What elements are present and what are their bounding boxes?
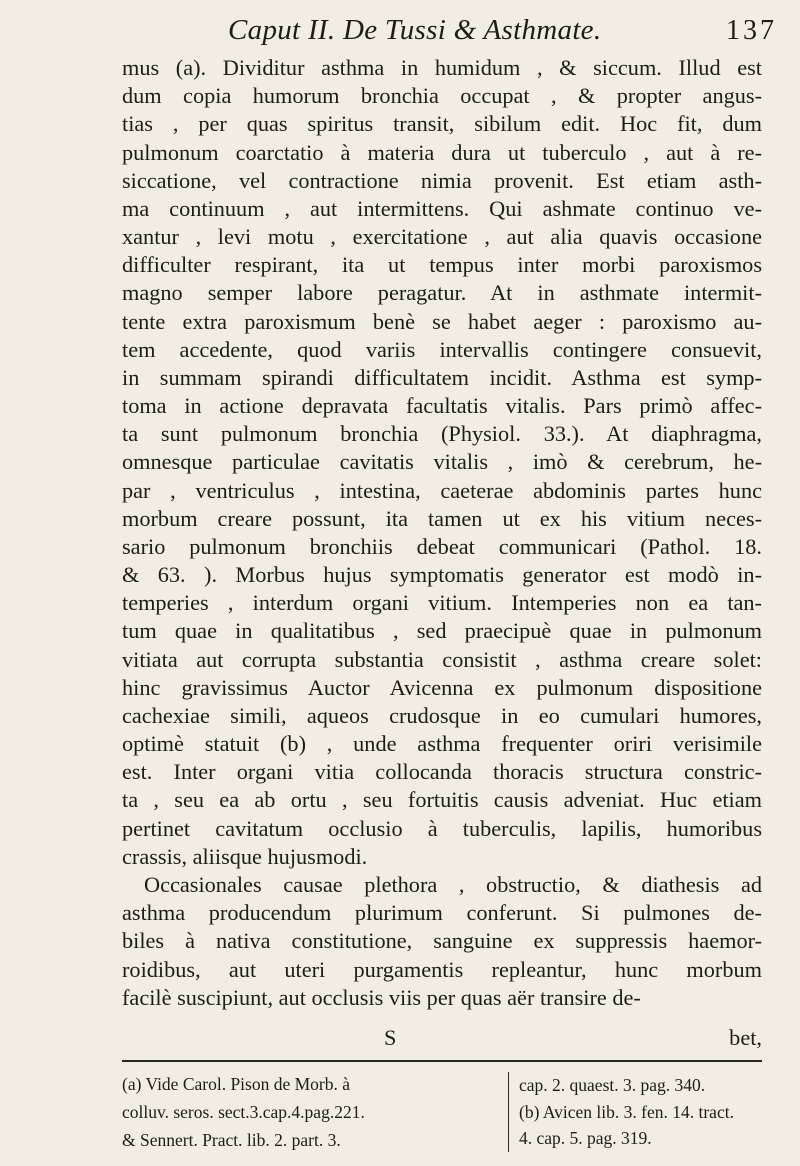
text-line: siccatione, vel contractione nimia provenit. Est etiam asth- [122, 167, 762, 193]
text-line: facilè suscipiunt, aut occlusis viis per quas aër transire de- [122, 984, 641, 1010]
text-line: Occasionales causae plethora , obstructio, & diathesis ad [144, 871, 762, 897]
text-line: pulmonum coarctatio à materia dura ut tuberculo , aut à re- [122, 139, 762, 165]
footnote-line: & Sennert. Pract. lib. 2. part. 3. [122, 1130, 341, 1150]
text-line: xantur , levi motu , exercitatione , aut alia quavis occasione [122, 224, 762, 250]
text-line: difficulter respirant, ita ut tempus inter morbi paroxismos [122, 252, 762, 278]
footnote-rule [122, 1060, 762, 1062]
signature-line [122, 1025, 762, 1053]
text-line: roidibus, aut uteri purgamentis repleantur, hunc morbum [122, 956, 762, 982]
text-line: ta , seu ea ab ortu , seu fortuitis causis adveniat. Huc etiam [122, 787, 762, 813]
text-line: pertinet cavitatum occlusio à tuberculis, lapilis, humoribus [122, 815, 762, 841]
text-line: biles à nativa constitutione, sanguine ex suppressis haemor- [122, 928, 762, 954]
text-line: asthma producendum plurimum conferunt. Si pulmones de- [122, 900, 762, 926]
text-line: mus (a). Dividitur asthma in humidum , & siccum. Illud est [122, 55, 762, 80]
text-line: tente extra paroxismum benè se habet aeger : paroxismo au- [122, 308, 762, 334]
running-title: Caput II. De Tussi & Asthmate. [228, 14, 602, 46]
footnote-line: 4. cap. 5. pag. 319. [519, 1128, 652, 1148]
text-line: vitiata aut corrupta substantia consistit , asthma creare solet: [122, 646, 762, 672]
text-line: par , ventriculus , intestina, caeterae abdominis partes hunc [122, 477, 762, 503]
text-line: toma in actione depravata facultatis vitalis. Pars primò affec- [122, 393, 762, 419]
text-line: tias , per quas spiritus transit, sibilum edit. Hoc fit, dum [122, 111, 762, 137]
footnote-line: (a) Vide Carol. Pison de Morb. à [122, 1074, 351, 1094]
text-line: optimè statuit (b) , unde asthma frequenter oriri verisimile [122, 731, 762, 757]
text-line: omnesque particulae cavitatis vitalis , imò & cerebrum, he- [122, 449, 762, 475]
page-header [0, 14, 800, 50]
footnotes [122, 1070, 762, 1158]
footnote-line: (b) Avicen lib. 3. fen. 14. tract. [519, 1101, 734, 1122]
text-line: tum quae in qualitatibus , sed praecipuè quae in pulmonum [122, 618, 762, 644]
text-line: & 63. ). Morbus hujus symptomatis generator est modò in- [122, 562, 762, 588]
text-line: temperies , interdum organi vitium. Intemperies non ea tan- [122, 590, 762, 616]
signature-mark: S [384, 1025, 397, 1050]
footnote-line: cap. 2. quaest. 3. pag. 340. [519, 1075, 706, 1095]
page-number: 137 [726, 15, 777, 46]
text-line: hinc gravissimus Auctor Avicenna ex pulmonum dispositione [122, 674, 762, 700]
text-line: ta sunt pulmonum bronchia (Physiol. 33.). At diaphragma, [122, 421, 762, 447]
footnotes-left-column [122, 1070, 492, 1154]
text-line: crassis, aliisque hujusmodi. [122, 843, 368, 869]
text-line: ma continuum , aut intermittens. Qui ashmate continuo ve- [122, 195, 762, 221]
catchword: bet, [729, 1025, 762, 1050]
text-line: tem accedente, quod variis intervallis contingere consuevit, [122, 336, 762, 362]
text-line: sario pulmonum bronchiis debeat communicari (Pathol. 18. [122, 533, 762, 559]
text-line: in summam spirandi difficultatem incidit. Asthma est symp- [122, 364, 762, 390]
footnotes-right-column [508, 1072, 773, 1152]
text-line: est. Inter organi vitia collocanda thoracis structura constric- [122, 759, 762, 785]
text-line: dum copia humorum bronchia occupat , & propter angus- [122, 83, 762, 109]
text-line: cachexiae simili, aqueos crudosque in eo cumulari humores, [122, 702, 762, 728]
text-line: morbum creare possunt, ita tamen ut ex his vitium neces- [122, 505, 762, 531]
footnote-line: colluv. seros. sect.3.cap.4.pag.221. [122, 1102, 365, 1122]
text-line: magno semper labore peragatur. At in asthmate intermit- [122, 280, 762, 306]
body-text [122, 54, 762, 1012]
